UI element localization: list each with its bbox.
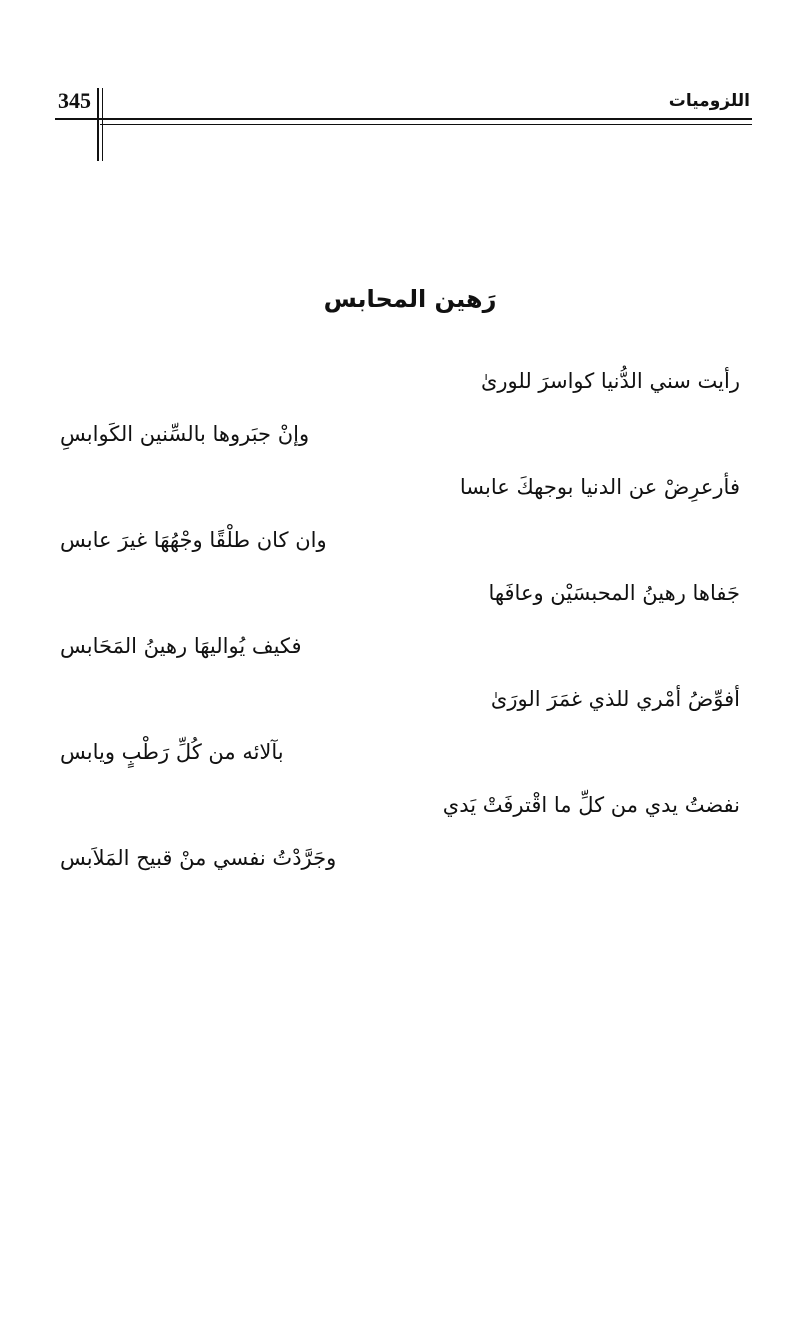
verse-4-second-hemistich: بآلائه من كُلِّ رَطْبٍ ويابس [60,740,284,764]
poem-title: رَهين المحابس [323,285,497,313]
verse-5-first-hemistich: نفضتُ يدي من كلِّ ما اقْترفَتْ يَدي [442,793,740,817]
verse-5-second-hemistich: وجَرَّدْتُ نفسي منْ قبيح المَلاَبس [60,846,337,870]
header-rule-thin [100,124,752,125]
running-title: اللزوميات [668,91,750,111]
verse-4-first-hemistich: أفوِّضُ أمْري للذي غمَرَ الورَىٰ [490,687,740,711]
verse-2-second-hemistich: وان كان طلْقًا وجْهُهَا غيرَ عابس [60,528,327,552]
verse-1-second-hemistich: وإنْ جبَروها بالسِّنين الكَوابسِ [60,422,310,446]
verse-3-second-hemistich: فكيف يُواليهَا رهينُ المَحَابس [60,634,302,658]
header-vertical-rule [97,88,99,161]
verse-1-first-hemistich: رأيت سني الدُّنيا كواسرَ للورىٰ [480,369,740,393]
header-rule-thick [55,118,752,120]
header-vertical-rule-thin [102,88,103,161]
verse-3-first-hemistich: جَفاها رهينُ المحبسَيْن وعافَها [488,581,740,605]
verse-2-first-hemistich: فأرعرِضْ عن الدنيا بوجهكَ عابسا [459,475,740,499]
page-number: 345 [58,88,91,113]
